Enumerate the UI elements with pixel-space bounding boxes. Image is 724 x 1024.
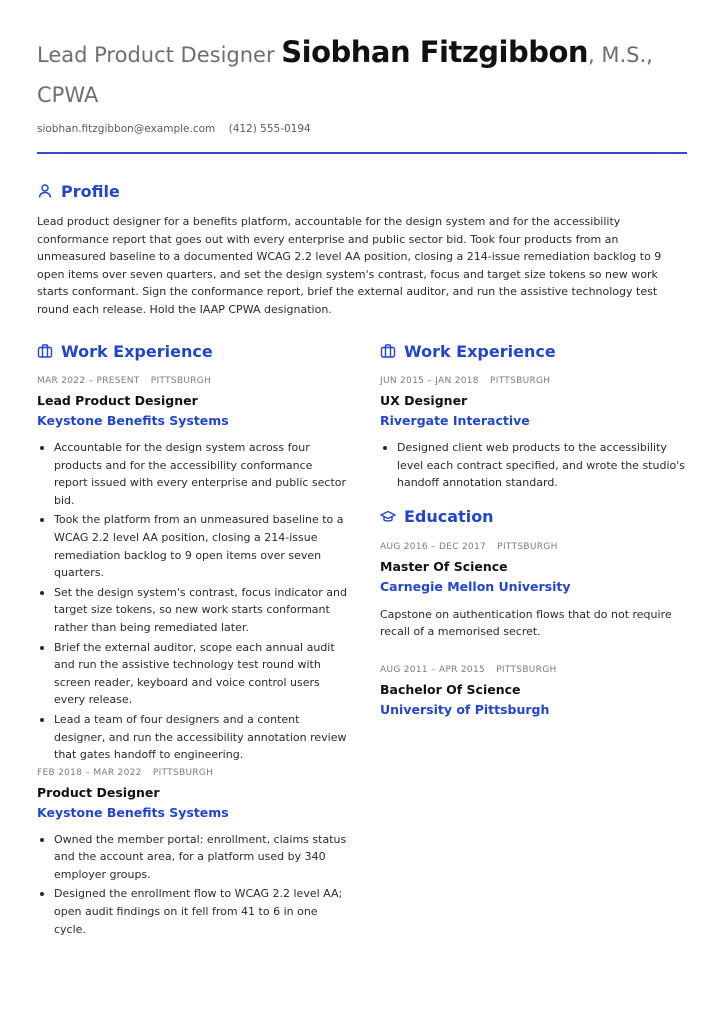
job-company: Rivergate Interactive: [380, 413, 530, 428]
contact-line: [37, 123, 311, 135]
school-name: Carnegie Mellon University: [380, 578, 571, 594]
left-column: [37, 340, 347, 940]
header-divider: [37, 152, 687, 154]
job-bullet: Designed the enrollment flow to WCAG 2.2 level AA; open audit findings on it fell from 41 to 6 in one cycle.: [37, 885, 347, 938]
right-column: [380, 340, 690, 719]
resume-header: [37, 32, 687, 115]
job-title: Lead Product Designer: [37, 43, 275, 67]
job-company: Keystone Benefits Systems: [37, 413, 229, 428]
school-name: University of Pittsburgh: [380, 701, 550, 717]
job-bullet: Lead a team of four designers and a content designer, and run the accessibility annotation review that gates handoff to engineering.: [37, 711, 347, 764]
job-dates: MAR 2022 – PRESENT: [37, 376, 140, 386]
work-experience-heading: [37, 340, 347, 362]
job-role: Lead Product Designer: [37, 393, 198, 408]
profile-section: [37, 180, 687, 319]
job-dates: JUN 2015 – JAN 2018: [380, 376, 479, 386]
job-meta: [37, 374, 347, 388]
education-heading-label: Education: [404, 507, 494, 527]
work-experience-heading-label: Work Experience: [61, 341, 213, 361]
job-meta: [380, 374, 690, 388]
email-link[interactable]: siobhan.fitzgibbon@example.com: [37, 123, 216, 135]
job-location: PITTSBURGH: [152, 767, 214, 778]
candidate-name: Siobhan Fitzgibbon: [281, 35, 589, 69]
work-experience-heading: [380, 340, 690, 362]
education-entry: [380, 663, 690, 719]
education-dates: AUG 2011 – APR 2015: [380, 664, 486, 675]
graduation-cap-icon: [380, 509, 396, 525]
job-location: PITTSBURGH: [489, 376, 551, 386]
degree-name: Master Of Science: [380, 558, 508, 574]
job-role: Product Designer: [37, 784, 160, 800]
job-entry: [380, 374, 690, 492]
job-bullet: Brief the external auditor, scope each annual audit and run the assistive technology test round with screen reader, keyboard and voice control users every release.: [37, 639, 347, 709]
job-bullet: Designed client web products to the accessibility level each contract specified, and wrote the studio's handoff annotation standard.: [380, 439, 690, 492]
credentials: , M.S., CPWA: [37, 43, 653, 107]
work-experience-heading-label: Work Experience: [404, 341, 556, 361]
degree-name: Bachelor Of Science: [380, 681, 521, 697]
job-bullet: Owned the member portal: enrollment, claims status and the account area, for a platform used by 340 employer groups.: [37, 831, 347, 884]
title-line: [37, 32, 687, 115]
education-meta: [380, 663, 690, 677]
job-bullet: Took the platform from an unmeasured baseline to a WCAG 2.2 level AA position, closing a 214-issue remediation backlog to 9 open items over seven quarters.: [37, 511, 347, 581]
profile-heading: [37, 180, 687, 202]
job-company: Keystone Benefits Systems: [37, 804, 229, 820]
briefcase-icon: [37, 343, 53, 359]
education-location: PITTSBURGH: [497, 541, 558, 552]
job-meta: [37, 766, 347, 780]
job-location: PITTSBURGH: [150, 376, 212, 386]
briefcase-icon: [380, 343, 396, 359]
profile-summary: Lead product designer for a benefits platform, accountable for the design system and for the accessibility conformance report that goes out with every enterprise and public sector bid. Took four products from an unmeasured baseline to a documented WCAG 2.2 level AA position, closing a 214-issue remediation backlog to 9 open items over seven quarters, and set the design system's contrast, focus and target size tokens so new work starts conformant. Sign the conformance report, brief the external auditor, and run the assistive technology test round each release. Hold the IAAP CPWA designation.: [37, 215, 662, 316]
person-icon: [37, 183, 53, 199]
education-heading: [380, 506, 690, 528]
phone-number: (412) 555-0194: [228, 123, 311, 135]
job-role: UX Designer: [380, 393, 468, 408]
job-entry: [37, 766, 347, 939]
education-description: Capstone on authentication flows that do not require recall of a memorised secret.: [380, 607, 672, 639]
education-location: PITTSBURGH: [496, 664, 557, 675]
job-dates: FEB 2018 – MAR 2022: [37, 767, 142, 778]
job-bullets: [37, 831, 347, 939]
job-bullets: [37, 439, 347, 764]
education-entry: [380, 540, 690, 641]
job-entry: [37, 374, 347, 764]
job-bullet: Set the design system's contrast, focus indicator and target size tokens, so new work starts conformant rather than being remediated later.: [37, 584, 347, 637]
job-bullet: Accountable for the design system across four products and for the accessibility conformance report issued with every enterprise and public sector bid.: [37, 439, 347, 509]
education-dates: AUG 2016 – DEC 2017: [380, 541, 487, 552]
education-meta: [380, 540, 690, 554]
profile-heading-label: Profile: [61, 181, 120, 201]
job-bullets: [380, 439, 690, 492]
